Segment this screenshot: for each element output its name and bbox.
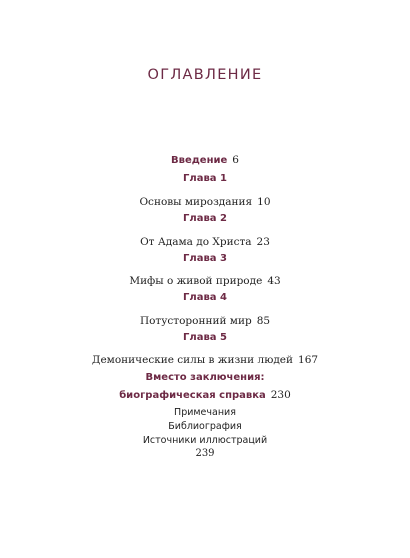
chapter-3-page-number: 43 [267, 275, 281, 287]
conclusion-page-number: 230 [270, 389, 291, 401]
chapter-5-entry[interactable] [0, 350, 410, 368]
appendix-illustration-sources[interactable]: Источники иллюстраций [142, 435, 268, 446]
chapter-4-page-number: 85 [256, 315, 271, 327]
conclusion-line-1: Вместо заключения: [145, 372, 265, 383]
intro-page-number: 6 [232, 154, 239, 166]
toc-title: ОГЛАВЛЕНИЕ [147, 67, 263, 83]
chapter-1-title: Основы мироздания [139, 196, 253, 208]
chapter-1-label: Глава 1 [183, 173, 227, 184]
appendix-bibliography[interactable]: Библиография [168, 421, 242, 432]
appendix-page-number: 239 [195, 448, 215, 459]
chapter-2-label: Глава 2 [183, 213, 227, 224]
chapter-2-entry[interactable] [0, 232, 410, 250]
chapter-4-entry[interactable] [0, 311, 410, 329]
chapter-1-entry[interactable] [0, 192, 410, 210]
chapter-3-label: Глава 3 [183, 253, 227, 264]
chapter-2-title: От Адама до Христа [140, 236, 252, 248]
chapter-4-label: Глава 4 [183, 292, 227, 303]
intro-entry[interactable] [0, 150, 410, 168]
chapter-2-page-number: 23 [256, 236, 270, 248]
conclusion-line-2: биографическая справка [119, 390, 266, 401]
chapter-5-label: Глава 5 [183, 332, 227, 343]
chapter-3-entry[interactable] [0, 271, 410, 289]
chapter-3-title: Мифы о живой природе [129, 275, 263, 287]
chapter-4-title: Потусторонний мир [139, 315, 252, 327]
intro-label: Введение [171, 155, 228, 166]
chapter-1-page-number: 10 [257, 196, 271, 208]
conclusion-entry[interactable] [0, 385, 410, 403]
appendix-notes[interactable]: Примечания [174, 407, 236, 418]
chapter-5-page-number: 167 [298, 354, 319, 366]
chapter-5-title: Демонические силы в жизни людей [91, 354, 294, 366]
